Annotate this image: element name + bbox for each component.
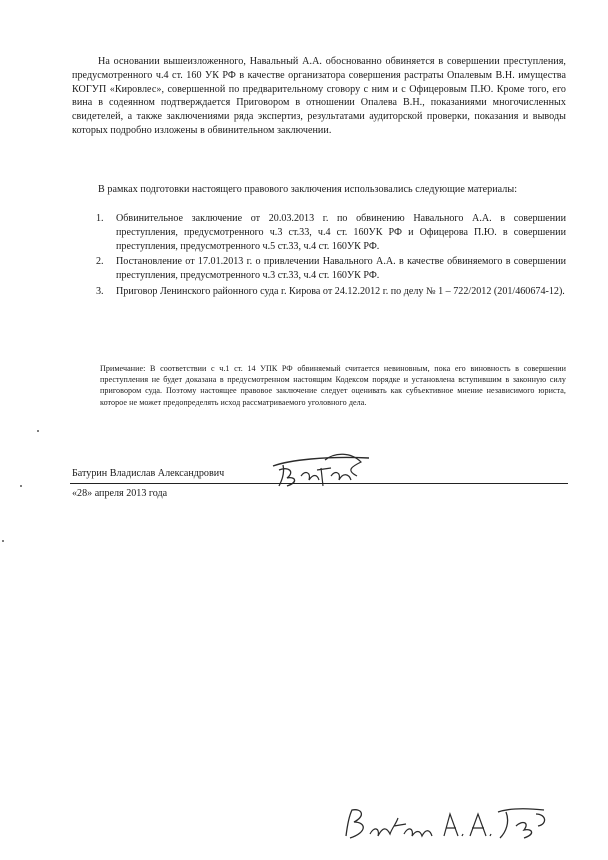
- list-item-text: Приговор Ленинского районного суда г. Кирова от 24.12.2012 г. по делу № 1 – 722/2012 (201/460674-12).: [116, 285, 565, 297]
- list-item-number: 3.: [96, 285, 104, 297]
- margin-mark: [37, 430, 39, 432]
- signature-line: [70, 483, 568, 484]
- list-item: [72, 285, 566, 299]
- list-item-number: 2.: [96, 256, 104, 268]
- margin-mark: [2, 540, 4, 542]
- list-item: [72, 212, 566, 253]
- materials-list: [72, 212, 566, 301]
- signer-name: Батурин Владислав Александрович: [72, 468, 225, 479]
- legal-note: Примечание: В соответствии с ч.1 ст. 14 УПК РФ обвиняемый считается невиновным, пока его виновность в совершении преступления не будет доказана в предусмотренном настоящим Кодексом порядке и установлена вступившим в законную силу приговором суда. Поэтому настоящее правовое заключение следует оценивать как субъективное мнение независимого юриста, которое не может предопределять исход рассматриваемого уголовного дела.: [100, 364, 566, 407]
- list-item-number: 1.: [96, 213, 104, 224]
- margin-mark: [20, 485, 22, 487]
- materials-intro-paragraph: В рамках подготовки настоящего правового заключения использовались следующие материалы:: [98, 184, 518, 195]
- signature-image: [265, 446, 375, 494]
- list-item: [72, 255, 566, 283]
- handwritten-note-image: [340, 800, 555, 848]
- list-item-text: Постановление от 17.01.2013 г. о привлечении Навального А.А. в качестве обвиняемого в совершении преступления, предусмотренного ч.3 ст.33, ч.4 ст. 160УК РФ.: [116, 256, 566, 282]
- document-date: «28» апреля 2013 года: [72, 488, 168, 499]
- list-item-text: Обвинительное заключение от 20.03.2013 г. по обвинению Навального А.А. в совершении преступления, предусмотренного ч.3 ст.33, ч.4 ст. 160УК РФ и Офицерова П.Ю. в совершении преступления, предусмотренного ч.5 ст.33, ч.4 ст. 160УК РФ.: [116, 213, 566, 252]
- conclusion-paragraph: На основании вышеизложенного, Навальный А.А. обоснованно обвиняется в совершении преступления, предусмотренного ч.4 ст. 160 УК РФ в качестве организатора совершения растраты Опалевым В.Н. имущества КОГУП «Кировлес», совершенной по предварительному сговору с ним и с Офицеровым П.Ю. Кроме того, его вина в содеянном подтверждается Приговором в отношении Опалева В.Н., показаниями многочисленных свидетелей, а также заключениями ряда экспертиз, результатами аудиторской проверки, показания и выводы которых подробно изложены в обвинительном заключении.: [72, 56, 566, 136]
